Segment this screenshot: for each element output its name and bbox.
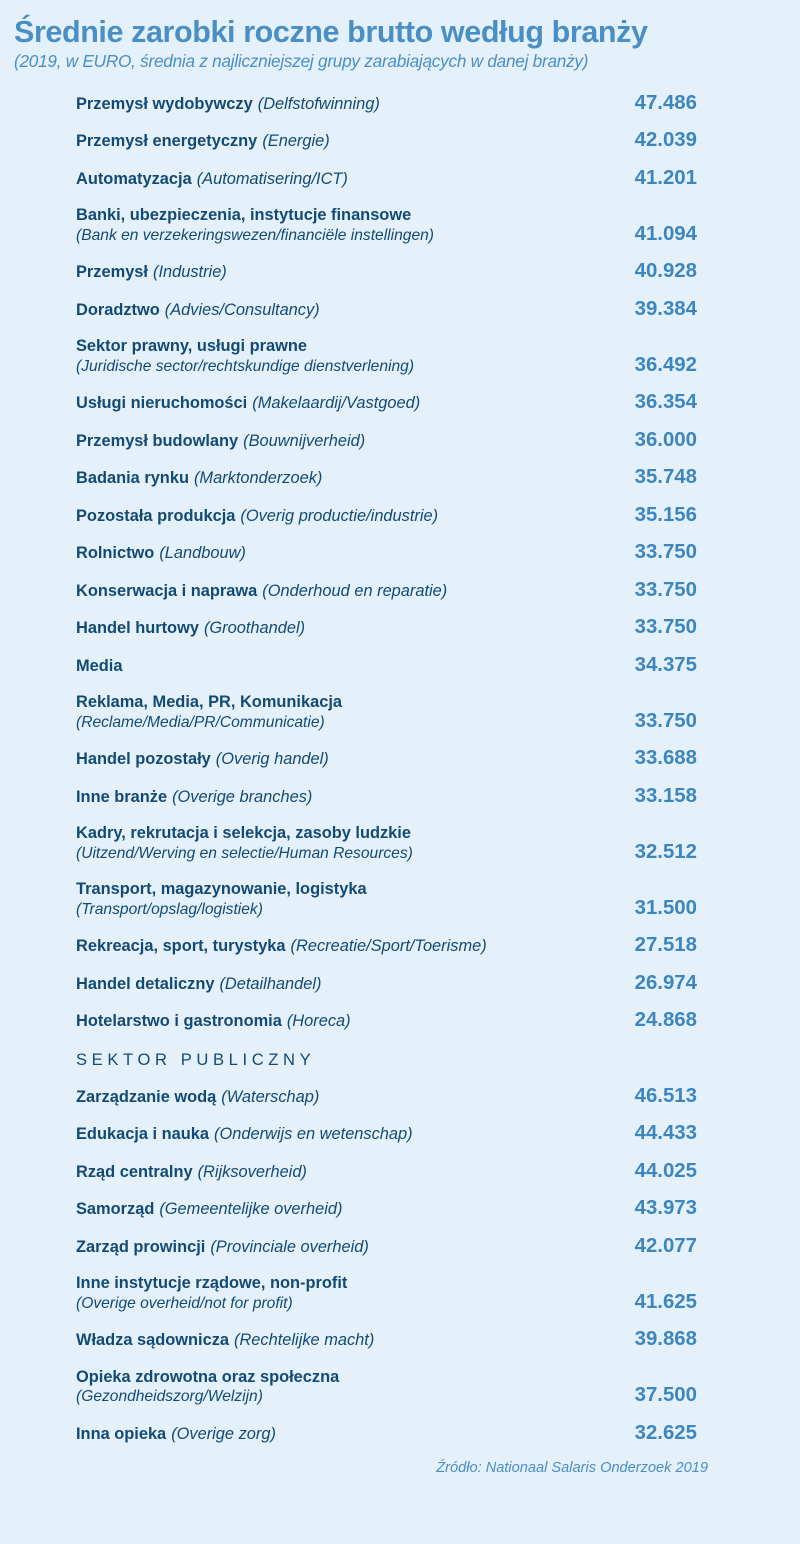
table-row [0, 254, 800, 292]
table-row [0, 741, 800, 779]
industry-label [76, 581, 605, 610]
industry-name-nl: (Gezondheidszorg/Welzijn) [76, 1388, 263, 1406]
salary-value: 46.513 [634, 1084, 697, 1107]
industry-label [76, 262, 605, 291]
industry-name-pl: Władza sądownicza [76, 1331, 230, 1350]
industry-name-pl: Usługi nieruchomości [76, 394, 248, 413]
table-row [0, 1360, 800, 1416]
industry-label [76, 1199, 605, 1228]
salary-value: 33.750 [634, 578, 697, 601]
table-row [0, 123, 800, 161]
industry-name-nl: (Provinciale overheid) [210, 1237, 369, 1256]
industry-name-pl: Zarządzanie wodą [76, 1087, 217, 1106]
table-row [0, 385, 800, 423]
industry-name-pl: Pozostała produkcja [76, 506, 236, 525]
industry-name-pl: Przemysł energetyczny [76, 132, 258, 151]
table-row [0, 610, 800, 648]
industry-label [76, 618, 605, 647]
industry-label [76, 94, 605, 123]
industry-label [76, 1367, 605, 1416]
table-row [0, 198, 800, 254]
industry-name-pl: Sektor prawny, usługi prawne [76, 337, 308, 356]
salary-value: 34.375 [634, 653, 697, 676]
table-row [0, 1266, 800, 1322]
salary-table [0, 86, 800, 1454]
industry-label [76, 431, 605, 460]
industry-name-nl: (Transport/opslag/logistiek) [76, 900, 263, 918]
industry-name-pl: Automatyzacja [76, 169, 192, 188]
table-row [0, 423, 800, 461]
table-row [0, 928, 800, 966]
section-header-label: SEKTOR PUBLICZNY [76, 1049, 316, 1069]
table-row [0, 872, 800, 928]
source-note: Źródło: Nationaal Salaris Onderzoek 2019 [436, 1460, 708, 1477]
industry-name-nl: (Groothandel) [203, 619, 306, 638]
industry-label [76, 787, 605, 816]
industry-name-pl: Media [76, 656, 123, 675]
salary-value: 39.868 [634, 1328, 697, 1351]
industry-label [76, 131, 605, 160]
salary-value: 44.433 [634, 1122, 697, 1145]
section-header-row [0, 1041, 800, 1079]
industry-name-pl: Przemysł budowlany [76, 431, 239, 450]
salary-value: 44.025 [634, 1159, 697, 1182]
industry-name-pl: Opieka zdrowotna oraz społeczna [76, 1367, 340, 1386]
industry-name-nl: (Uitzend/Werving en selectie/Human Resources) [76, 844, 413, 862]
salary-value: 40.928 [634, 260, 697, 283]
industry-label [76, 749, 605, 778]
industry-name-nl: (Overig productie/industrie) [240, 506, 439, 525]
industry-label [76, 823, 605, 872]
industry-name-pl: Handel hurtowy [76, 619, 199, 638]
industry-name-pl: Banki, ubezpieczenia, instytucje finansowe [76, 206, 412, 225]
header [0, 0, 800, 72]
industry-name-pl: Doradztwo [76, 300, 160, 319]
industry-name-pl: Inne instytucje rządowe, non-profit [76, 1274, 348, 1293]
table-row [0, 1229, 800, 1267]
industry-name-nl: (Gemeentelijke overheid) [159, 1200, 343, 1219]
industry-label [76, 879, 605, 928]
industry-name-pl: Inna opieka [76, 1424, 167, 1443]
industry-label [76, 506, 605, 535]
salary-value: 26.974 [634, 971, 697, 994]
table-row [0, 685, 800, 741]
industry-label [76, 936, 605, 965]
industry-name-nl: (Overig handel) [215, 750, 329, 769]
salary-value: 33.750 [634, 541, 697, 564]
industry-name-pl: Rolnictwo [76, 544, 155, 563]
table-row [0, 1154, 800, 1192]
industry-name-pl: Samorząd [76, 1200, 155, 1219]
industry-label [76, 692, 605, 741]
industry-name-nl: (Rechtelijke macht) [234, 1331, 375, 1350]
salary-value: 41.625 [634, 1290, 697, 1313]
industry-name-nl: (Overige branches) [172, 787, 313, 806]
page-title: Średnie zarobki roczne brutto według branży [14, 15, 648, 49]
table-row [0, 1003, 800, 1041]
industry-label [76, 1124, 605, 1153]
salary-value: 36.000 [634, 428, 697, 451]
salary-value: 33.158 [634, 784, 697, 807]
industry-label [76, 468, 605, 497]
industry-name-pl: Edukacja i nauka [76, 1125, 210, 1144]
table-row [0, 1322, 800, 1360]
industry-label [76, 974, 605, 1003]
table-row [0, 292, 800, 330]
salary-value: 32.512 [634, 840, 697, 863]
industry-name-pl: Zarząd prowincji [76, 1237, 206, 1256]
industry-name-nl: (Onderhoud en reparatie) [262, 581, 448, 600]
industry-label [76, 656, 605, 685]
industry-name-nl: (Rijksoverheid) [197, 1162, 307, 1181]
salary-value: 42.039 [634, 129, 697, 152]
industry-name-pl: Przemysł [76, 263, 148, 282]
salary-value: 43.973 [634, 1197, 697, 1220]
industry-label [76, 300, 605, 329]
industry-label [76, 205, 605, 254]
table-row [0, 161, 800, 199]
salary-value: 35.156 [634, 503, 697, 526]
industry-name-pl: Handel pozostały [76, 750, 211, 769]
salary-value: 41.201 [634, 166, 697, 189]
table-row [0, 1079, 800, 1117]
industry-label [76, 1273, 605, 1322]
industry-name-nl: (Advies/Consultancy) [164, 300, 320, 319]
industry-name-pl: Inne branże [76, 787, 168, 806]
table-row [0, 1116, 800, 1154]
industry-name-pl: Rząd centralny [76, 1162, 193, 1181]
salary-value: 42.077 [634, 1234, 697, 1257]
industry-label [76, 1237, 605, 1266]
industry-name-nl: (Makelaardij/Vastgoed) [252, 394, 421, 413]
salary-value: 39.384 [634, 297, 697, 320]
industry-name-nl: (Recreatie/Sport/Toerisme) [290, 937, 487, 956]
salary-value: 36.354 [634, 391, 697, 414]
industry-name-nl: (Bank en verzekeringswezen/financiële instellingen) [76, 226, 434, 244]
industry-label [76, 393, 605, 422]
industry-name-nl: (Overige overheid/not for profit) [76, 1294, 293, 1312]
table-row [0, 535, 800, 573]
table-row [0, 573, 800, 611]
page-subtitle: (2019, w EURO, średnia z najliczniejszej grupy zarabiających w danej branży) [14, 50, 589, 71]
industry-name-nl: (Horeca) [286, 1012, 351, 1031]
salary-value: 41.094 [634, 222, 697, 245]
table-row [0, 498, 800, 536]
table-row [0, 86, 800, 124]
industry-name-pl: Handel detaliczny [76, 974, 215, 993]
industry-label [76, 336, 605, 385]
industry-name-nl: (Automatisering/ICT) [196, 169, 348, 188]
industry-label [76, 1330, 605, 1359]
industry-name-nl: (Onderwijs en wetenschap) [214, 1125, 413, 1144]
industry-label [76, 1011, 605, 1040]
industry-name-nl: (Energie) [262, 132, 330, 151]
industry-label [76, 1087, 605, 1116]
industry-name-nl: (Bouwnijverheid) [243, 431, 366, 450]
industry-label [76, 1162, 605, 1191]
table-row [0, 966, 800, 1004]
industry-name-nl: (Reclame/Media/PR/Communicatie) [76, 713, 325, 731]
table-row [0, 779, 800, 817]
industry-name-nl: (Marktonderzoek) [193, 469, 323, 488]
industry-name-nl: (Delfstofwinning) [257, 94, 380, 113]
salary-value: 31.500 [634, 896, 697, 919]
table-row [0, 1191, 800, 1229]
table-row [0, 329, 800, 385]
industry-name-pl: Transport, magazynowanie, logistyka [76, 880, 367, 899]
industry-name-pl: Reklama, Media, PR, Komunikacja [76, 693, 342, 712]
industry-name-pl: Badania rynku [76, 469, 189, 488]
table-row [0, 1416, 800, 1454]
industry-name-nl: (Landbouw) [159, 544, 246, 563]
industry-name-nl: (Juridische sector/rechtskundige dienstverlening) [76, 357, 415, 375]
salary-value: 35.748 [634, 466, 697, 489]
industry-name-nl: (Detailhandel) [219, 974, 322, 993]
industry-name-pl: Kadry, rekrutacja i selekcja, zasoby ludzkie [76, 824, 411, 843]
industry-name-pl: Przemysł wydobywczy [76, 94, 253, 113]
industry-name-pl: Konserwacja i naprawa [76, 581, 258, 600]
industry-name-nl: (Overige zorg) [171, 1424, 276, 1443]
industry-name-nl: (Industrie) [152, 263, 227, 282]
salary-value: 37.500 [634, 1384, 697, 1407]
salary-value: 32.625 [634, 1421, 697, 1444]
table-row [0, 460, 800, 498]
salary-value: 47.486 [634, 91, 697, 114]
industry-name-nl: (Waterschap) [221, 1087, 320, 1106]
salary-value: 36.492 [634, 353, 697, 376]
salary-value: 33.750 [634, 616, 697, 639]
industry-name-pl: Hotelarstwo i gastronomia [76, 1012, 282, 1031]
industry-label [76, 169, 605, 198]
table-row [0, 816, 800, 872]
table-row [0, 648, 800, 686]
salary-value: 33.688 [634, 747, 697, 770]
salary-value: 33.750 [634, 709, 697, 732]
salary-value: 24.868 [634, 1009, 697, 1032]
salary-value: 27.518 [634, 934, 697, 957]
industry-name-pl: Rekreacja, sport, turystyka [76, 937, 286, 956]
industry-label [76, 543, 605, 572]
industry-label [76, 1424, 605, 1453]
